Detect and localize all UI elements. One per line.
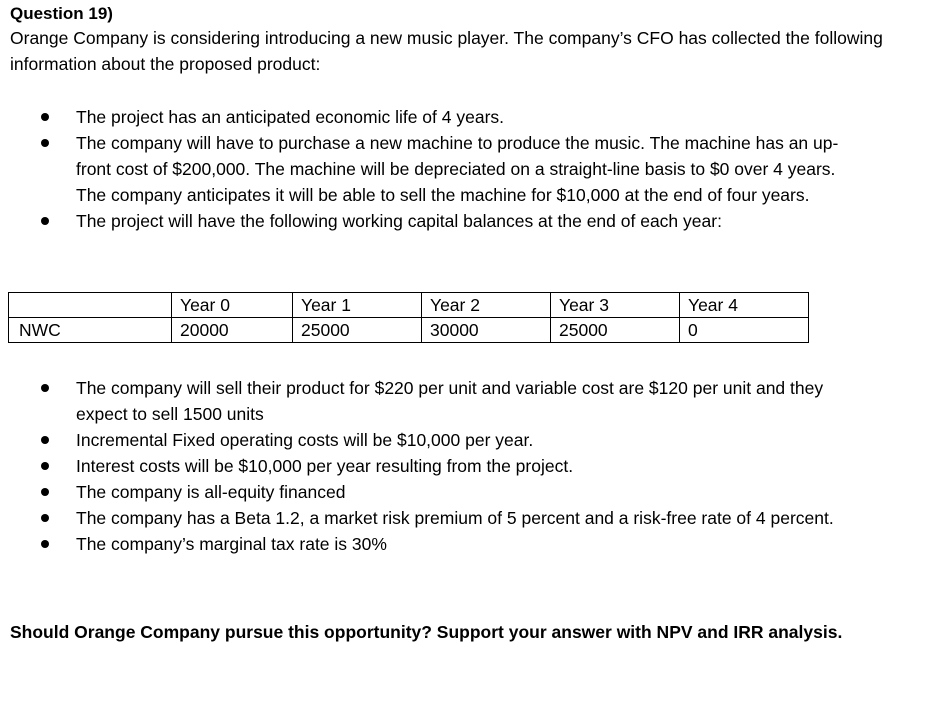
bullet-list-bottom (0, 375, 940, 557)
list-item (0, 479, 940, 505)
table-row-label: NWC (9, 318, 172, 343)
list-item-text: The company will have to purchase a new machine to produce the music. The machine has an up-front cost of $200,000. The machine will be depreciated on a straight-line basis to $0 over 4 years. The company anticipates it will be able to sell the machine for $10,000 at the end of four years. (76, 133, 839, 205)
table-cell: 25000 (551, 318, 680, 343)
bullet-list-top (0, 104, 940, 234)
list-item (0, 453, 940, 479)
list-item (0, 531, 940, 557)
bullet-icon (41, 462, 49, 470)
bullet-icon (41, 217, 49, 225)
table-cell: 25000 (293, 318, 422, 343)
table-header-cell (9, 293, 172, 318)
list-item-text: The project has an anticipated economic life of 4 years. (76, 107, 505, 127)
list-item-text: The company’s marginal tax rate is 30% (76, 534, 387, 554)
table-header-cell: Year 4 (680, 293, 809, 318)
bullet-icon (41, 488, 49, 496)
bullet-icon (41, 540, 49, 548)
bullet-icon (41, 514, 49, 522)
table-header-cell: Year 3 (551, 293, 680, 318)
table-cell: 30000 (422, 318, 551, 343)
table-header-cell: Year 0 (172, 293, 293, 318)
question-intro: Orange Company is considering introducing a new music player. The company’s CFO has collected the following information about the proposed product: (10, 28, 883, 74)
list-item (0, 375, 940, 427)
list-item (0, 505, 940, 531)
list-item-text: The company has a Beta 1.2, a market risk premium of 5 percent and a risk-free rate of 4 percent. (76, 508, 834, 528)
question-title: Question 19) (10, 4, 113, 23)
list-item-text: The company will sell their product for $220 per unit and variable cost are $120 per unit and they expect to sell 1500 units (76, 378, 824, 424)
table-cell: 20000 (172, 318, 293, 343)
list-item-text: The project will have the following working capital balances at the end of each year: (76, 211, 722, 231)
table-row (9, 318, 809, 343)
closing-question: Should Orange Company pursue this opportunity? Support your answer with NPV and IRR analysis. (10, 622, 843, 642)
list-item (0, 130, 940, 208)
bullet-icon (41, 139, 49, 147)
table-header-cell: Year 2 (422, 293, 551, 318)
table-header-row (9, 293, 809, 318)
bullet-icon (41, 436, 49, 444)
nwc-table (8, 292, 809, 343)
table-header-cell: Year 1 (293, 293, 422, 318)
list-item-text: The company is all-equity financed (76, 482, 346, 502)
bullet-icon (41, 113, 49, 121)
list-item (0, 208, 940, 234)
bullet-icon (41, 384, 49, 392)
list-item-text: Incremental Fixed operating costs will be $10,000 per year. (76, 430, 534, 450)
list-item (0, 427, 940, 453)
table-cell: 0 (680, 318, 809, 343)
list-item-text: Interest costs will be $10,000 per year resulting from the project. (76, 456, 574, 476)
list-item (0, 104, 940, 130)
